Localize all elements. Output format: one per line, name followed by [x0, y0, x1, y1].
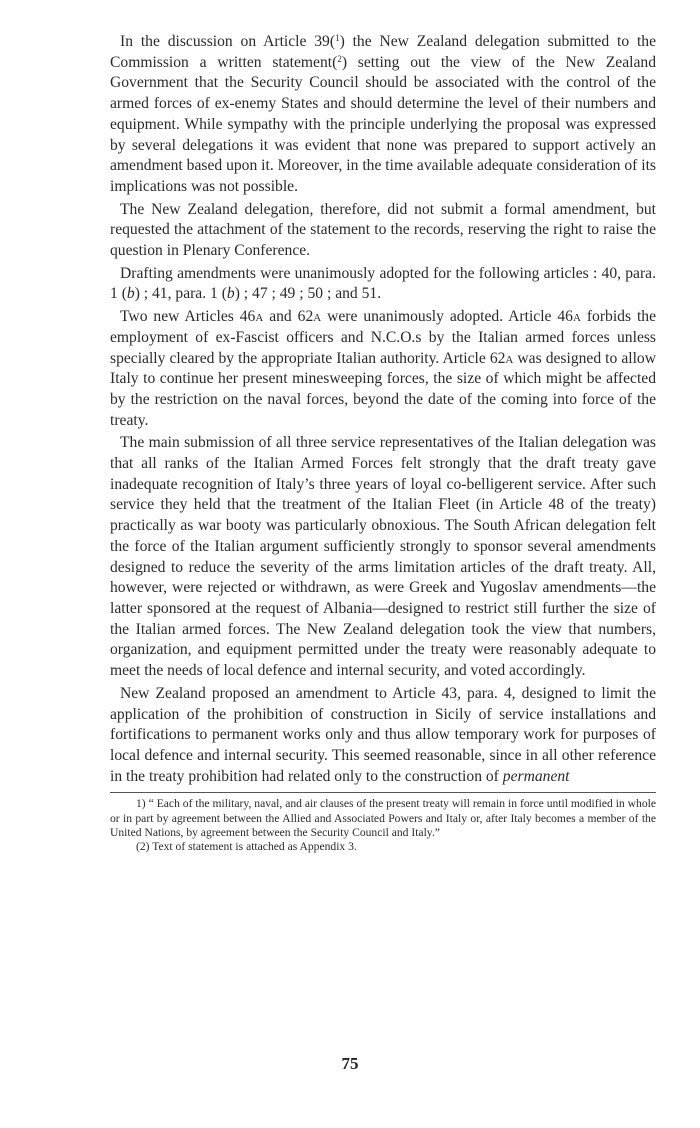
footnote-2: (2) Text of statement is attached as Appendix 3.	[136, 839, 357, 853]
paragraph-new-articles: Two new Articles 46a and 62a were unanimously adopted. Article 46a forbids the employment of ex-Fascist officers and N.C.O.s by the Italian armed forces unless specially cleared by the appropriate Italian authority. Article 62a was designed to allow Italy to continue her present minesweeping forces, the size of which might be affected by the restriction on the naval forces, beyond the date of the coming into force of the treaty.	[110, 308, 656, 429]
paragraph-article-43-amendment: New Zealand proposed an amendment to Article 43, para. 4, designed to limit the application of the prohibition of construction in Sicily of service installations and fortifications to permanent works only and thus allow temporary work for purposes of local defence and internal security. This seemed reasonable, since in all other reference in the treaty prohibition had related only to the construction of permanent	[110, 684, 656, 785]
page-number: 75	[341, 1054, 359, 1073]
footnote-1: 1) “ Each of the military, naval, and air clauses of the present treaty will remain in force until modified in whole or in part by agreement between the Allied and Associated Powers and Italy or, after Italy becomes a member of the United Nations, by agreement between the Security Council and Italy.”	[110, 797, 656, 839]
page-body	[110, 32, 656, 854]
footnote-separator	[110, 792, 656, 793]
paragraph-drafting-amendments: Drafting amendments were unanimously adopted for the following articles : 40, para. 1 (b) ; 41, para. 1 (b) ; 47 ; 49 ; 50 ; and 51.	[110, 264, 656, 303]
footnote-ref-2: 2	[337, 53, 342, 64]
paragraph-no-formal-amendment: The New Zealand delegation, therefore, did not submit a formal amendment, but requested the attachment of the statement to the records, reserving the right to raise the question in Plenary Conference.	[110, 200, 656, 260]
paragraph-italian-submission: The main submission of all three service representatives of the Italian delegation was that all ranks of the Italian Armed Forces felt strongly that the draft treaty gave inadequate recognition of Italy’s three years of loyal co-belligerent service. After such service they held that the treatment of the Italian Fleet (in Article 48 of the treaty) practically as war booty was particularly obnoxious. The South African delegation felt the force of the Italian argument sufficiently strongly to sponsor several amendments designed to reduce the severity of the arms limitation articles of the draft treaty. All, however, were rejected or withdrawn, as were Greek and Yugoslav amendments—the latter sponsored at the request of Albania—designed to restrict still further the size of the Italian armed forces. The New Zealand delegation took the view that numbers, organization, and equipment permitted under the treaty were reasonably adequate to meet the needs of local defence and internal security, and voted accordingly.	[110, 434, 656, 680]
footnote-ref-1: 1	[335, 33, 340, 43]
paragraph-article-39: In the discussion on Article 39($^1$) the New Zealand delegation submitted to the Commission a written statement($^2$) setting out the view of the New Zealand Government that the Security Council should be associated with the control of the armed forces of ex-enemy States and should determine the level of their numbers and equipment. While sympathy with the principle underlying the proposal was expressed by several delegations it was evident that none was prepared to support actively an amendment based upon it. Moreover, in the time available adequate consideration of its implications was not possible.	[110, 33, 657, 195]
